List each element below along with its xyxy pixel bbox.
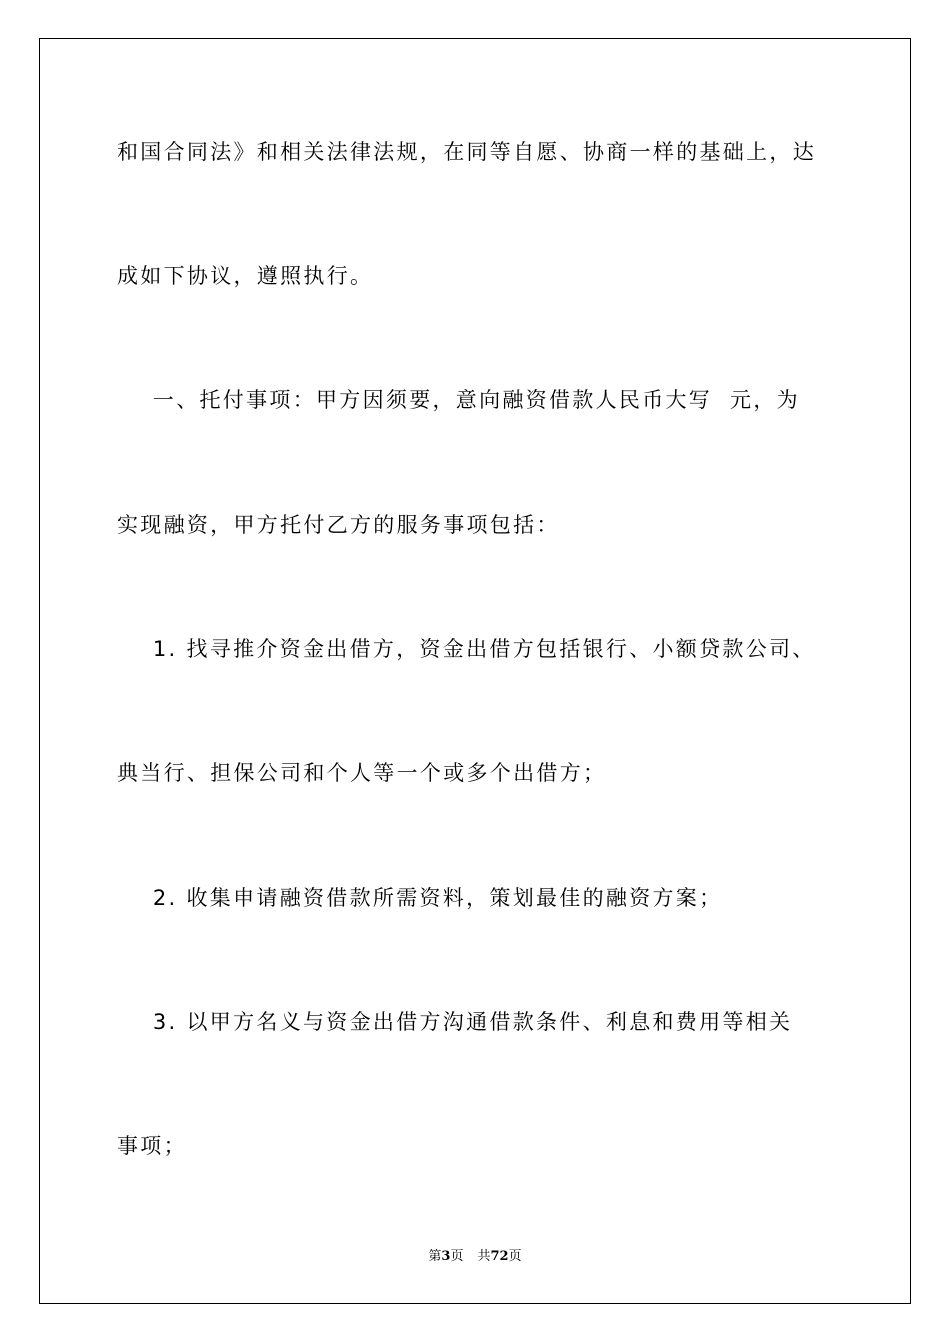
footer-page-word: 页 <box>450 1249 464 1264</box>
footer-prefix: 第 <box>428 1249 442 1264</box>
body-line-5: 1. 找寻推介资金出借方，资金出借方包括银行、小额贷款公司、 <box>117 637 816 661</box>
body-line-9: 事项； <box>117 1134 187 1158</box>
body-line-2: 成如下协议，遵照执行。 <box>117 264 374 288</box>
footer-total-pages: 72 <box>490 1249 509 1264</box>
page-border <box>39 38 911 1304</box>
body-line-1: 和国合同法》和相关法律法规，在同等自愿、协商一样的基础上，达 <box>117 140 816 164</box>
footer-current-page: 3 <box>441 1249 451 1264</box>
footer-total-prefix: 共 <box>477 1249 491 1264</box>
page-footer <box>0 1249 950 1265</box>
body-line-6: 典当行、担保公司和个人等一个或多个出借方； <box>117 761 607 785</box>
footer-total-suffix: 页 <box>508 1249 522 1264</box>
body-line-8: 3. 以甲方名义与资金出借方沟通借款条件、利息和费用等相关 <box>117 1010 793 1034</box>
body-line-4: 实现融资，甲方托付乙方的服务事项包括： <box>117 513 560 537</box>
body-line-3: 一、托付事项：甲方因须要，意向融资借款人民币大写 元，为 <box>117 388 800 412</box>
body-line-7: 2. 收集申请融资借款所需资料，策划最佳的融资方案； <box>117 886 723 910</box>
